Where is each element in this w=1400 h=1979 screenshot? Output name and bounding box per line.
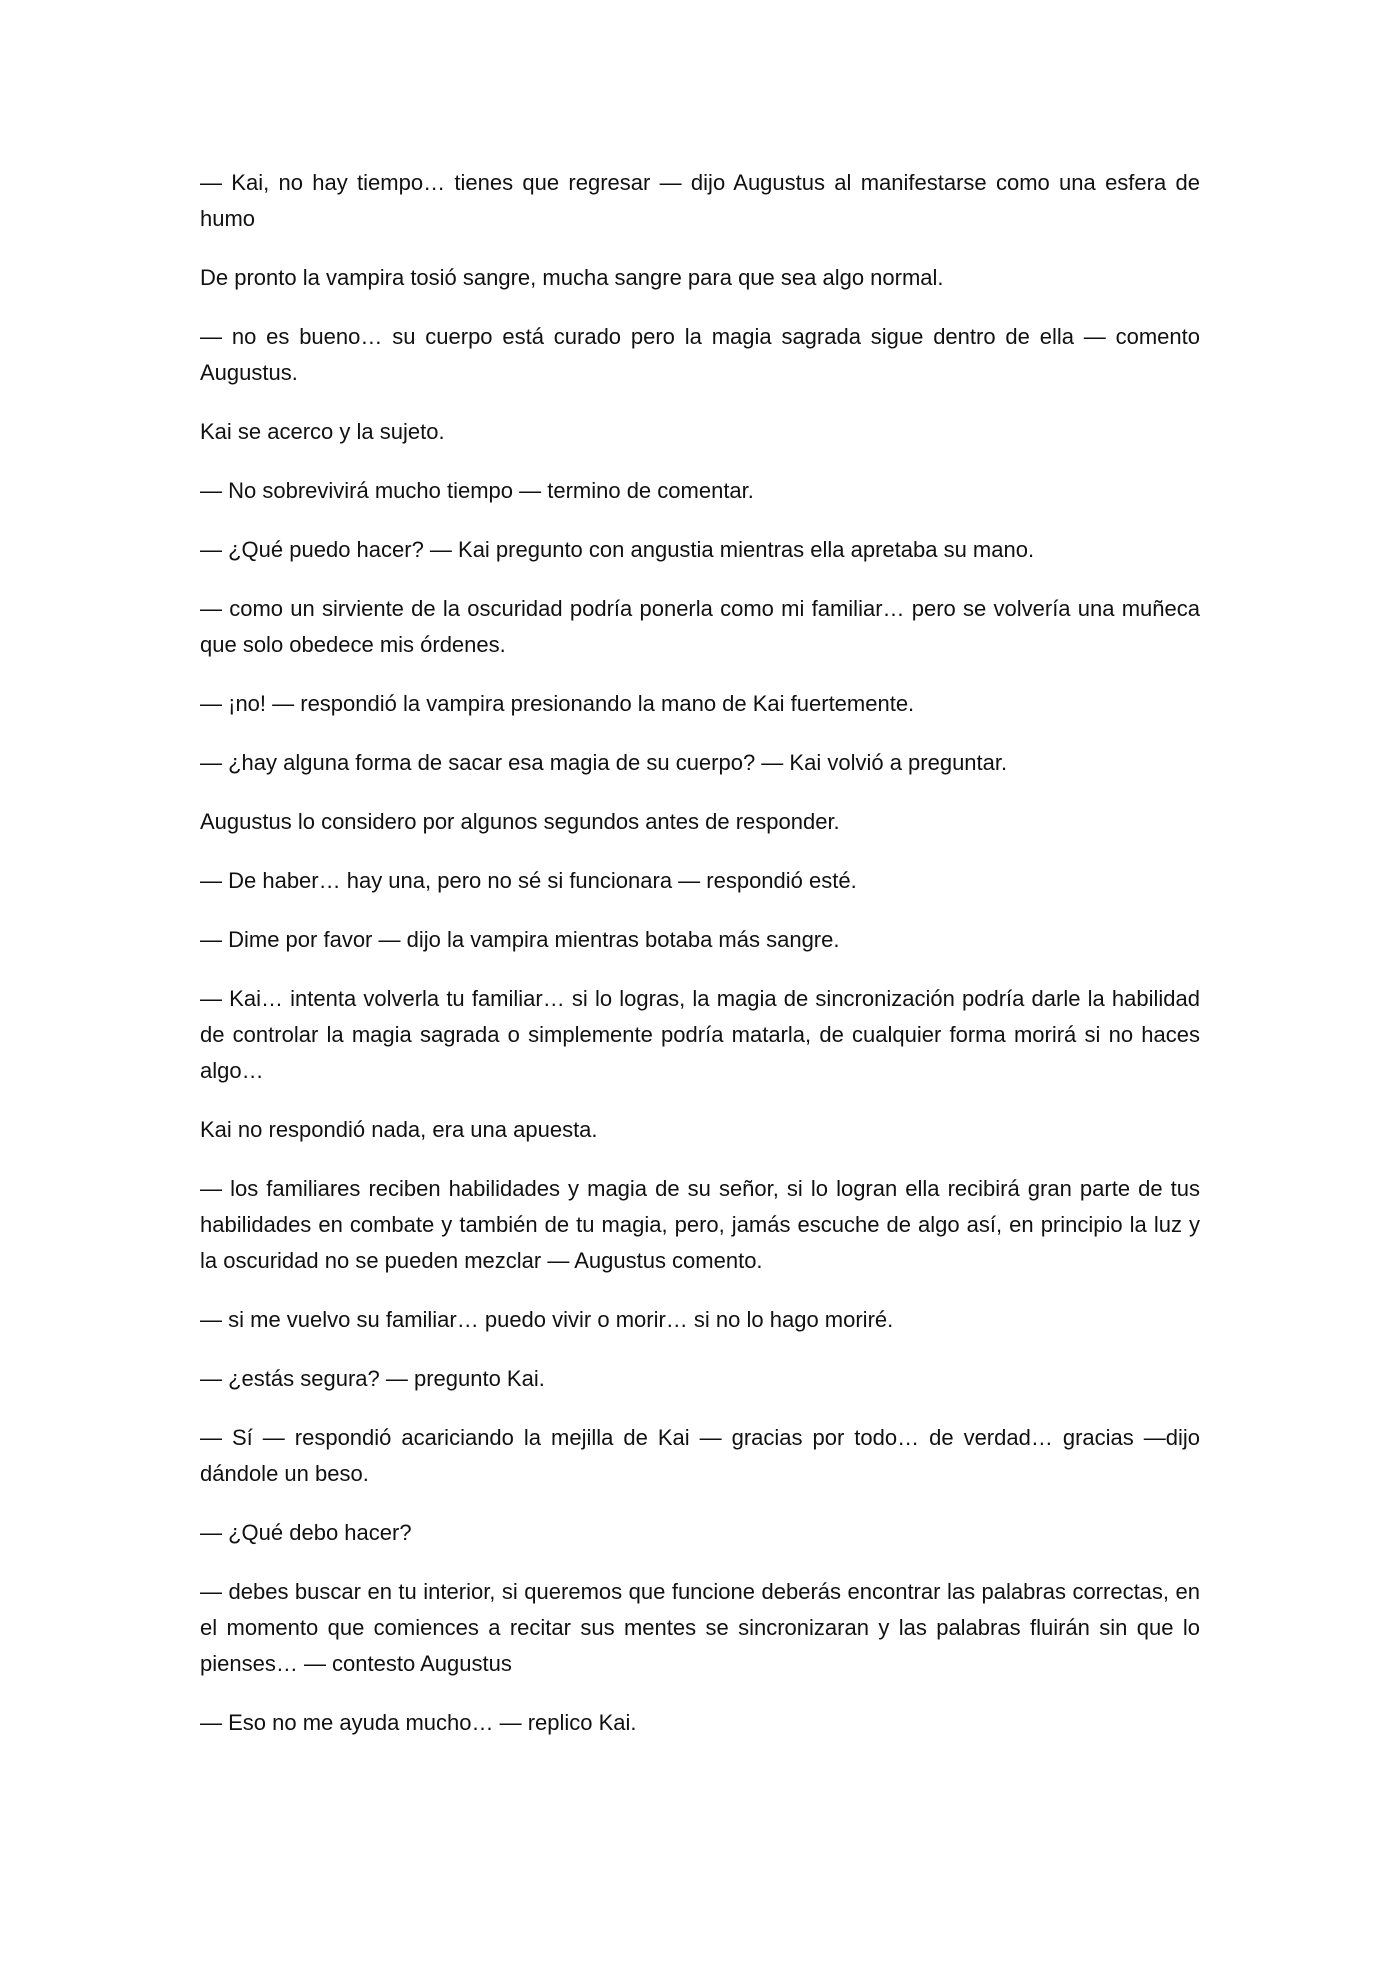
paragraph-16: — si me vuelvo su familiar… puedo vivir o morir… si no lo hago moriré. [200, 1307, 894, 1332]
paragraph-3: — no es bueno… su cuerpo está curado pero la magia sagrada sigue dentro de ella — comento Augustus. [200, 324, 1200, 385]
paragraph-17: — ¿estás segura? — pregunto Kai. [200, 1366, 545, 1391]
paragraph-2: De pronto la vampira tosió sangre, mucha sangre para que sea algo normal. [200, 265, 944, 290]
paragraph-1: — Kai, no hay tiempo… tienes que regresar — dijo Augustus al manifestarse como una esfera de humo [200, 170, 1200, 231]
paragraph-13: — Kai… intenta volverla tu familiar… si lo logras, la magia de sincronización podría darle la habilidad de controlar la magia sagrada o simplemente podría matarla, de cualquier forma morirá si no haces algo… [200, 986, 1200, 1083]
paragraph-9: — ¿hay alguna forma de sacar esa magia de su cuerpo? — Kai volvió a preguntar. [200, 750, 1008, 775]
paragraph-15: — los familiares reciben habilidades y magia de su señor, si lo logran ella recibirá gran parte de tus habilidades en combate y también de tu magia, pero, jamás escuche de algo así, en principio la luz y la oscuridad no se pueden mezclar — Augustus comento. [200, 1176, 1200, 1273]
paragraph-7: — como un sirviente de la oscuridad podría ponerla como mi familiar… pero se volvería una muñeca que solo obedece mis órdenes. [200, 596, 1200, 657]
paragraph-14: Kai no respondió nada, era una apuesta. [200, 1117, 598, 1142]
paragraph-20: — debes buscar en tu interior, si queremos que funcione deberás encontrar las palabras correctas, en el momento que comiences a recitar sus mentes se sincronizaran y las palabras fluirán sin que lo pienses… — contesto Augustus [200, 1579, 1200, 1676]
paragraph-4: Kai se acerco y la sujeto. [200, 419, 445, 444]
paragraph-6: — ¿Qué puedo hacer? — Kai pregunto con angustia mientras ella apretaba su mano. [200, 537, 1035, 562]
paragraph-12: — Dime por favor — dijo la vampira mientras botaba más sangre. [200, 927, 840, 952]
document-page [200, 165, 1200, 1764]
paragraph-5: — No sobrevivirá mucho tiempo — termino de comentar. [200, 478, 754, 503]
paragraph-19: — ¿Qué debo hacer? [200, 1520, 412, 1545]
paragraph-8: — ¡no! — respondió la vampira presionando la mano de Kai fuertemente. [200, 691, 915, 716]
paragraph-11: — De haber… hay una, pero no sé si funcionara — respondió esté. [200, 868, 857, 893]
paragraph-18: — Sí — respondió acariciando la mejilla de Kai — gracias por todo… de verdad… gracias —dijo dándole un beso. [200, 1425, 1200, 1486]
paragraph-10: Augustus lo considero por algunos segundos antes de responder. [200, 809, 840, 834]
paragraph-21: — Eso no me ayuda mucho… — replico Kai. [200, 1710, 637, 1735]
